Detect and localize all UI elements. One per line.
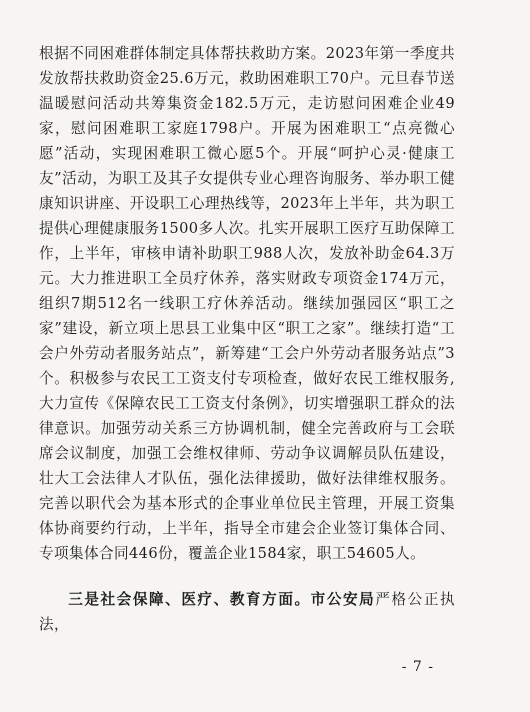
body-text xyxy=(39,41,455,637)
section-continuation-text: 严格公正执法， xyxy=(39,591,455,633)
paragraph-social-security-heading xyxy=(39,587,455,637)
page-number: - 7 - xyxy=(401,659,434,675)
paragraph-assistance-services: 根据不同困难群体制定具体帮扶救助方案。2023年第一季度共发放帮扶救助资金25.6万元，救助困难职工70户。元旦春节送温暖慰问活动共筹集资金182.5万元，走访慰问困难企业49家，慰问困难职工家庭1798户。开展为困难职工“点亮微心愿”活动，实现困难职工微心愿5个。开展“呵护心灵·健康工友”活动，为职工及其子女提供专业心理咨询服务、举办职工健康知识讲座、开设职工心理热线等，2023年上半年，共为职工提供心理健康服务1500多人次。扎实开展职工医疗互助保障工作，上半年，审核申请补助职工988人次，发放补助金64.3万元。大力推进职工全员疗休养，落实财政专项资金174万元，组织7期512名一线职工疗休养活动。继续加强园区“职工之家”建设，新立项上思县工业集中区“职工之家”。继续打造“工会户外劳动者服务站点”，新筹建“工会户外劳动者服务站点”3个。积极参与农民工工资支付专项检查，做好农民工维权服务,大力宣传《保障农民工工资支付条例》，切实增强职工群众的法律意识。加强劳动关系三方协调机制，健全完善政府与工会联席会议制度，加强工会维权律师、劳动争议调解员队伍建设，壮大工会法律人才队伍，强化法律援助，做好法律维权服务。完善以职代会为基本形式的企事业单位民主管理，开展工资集体协商要约行动，上半年，指导全市建会企业签订集体合同、专项集体合同446份，覆盖企业1584家，职工54605人。 xyxy=(39,45,455,562)
section-lead-text: 三是社会保障、医疗、教育方面。市公安局 xyxy=(68,591,376,608)
